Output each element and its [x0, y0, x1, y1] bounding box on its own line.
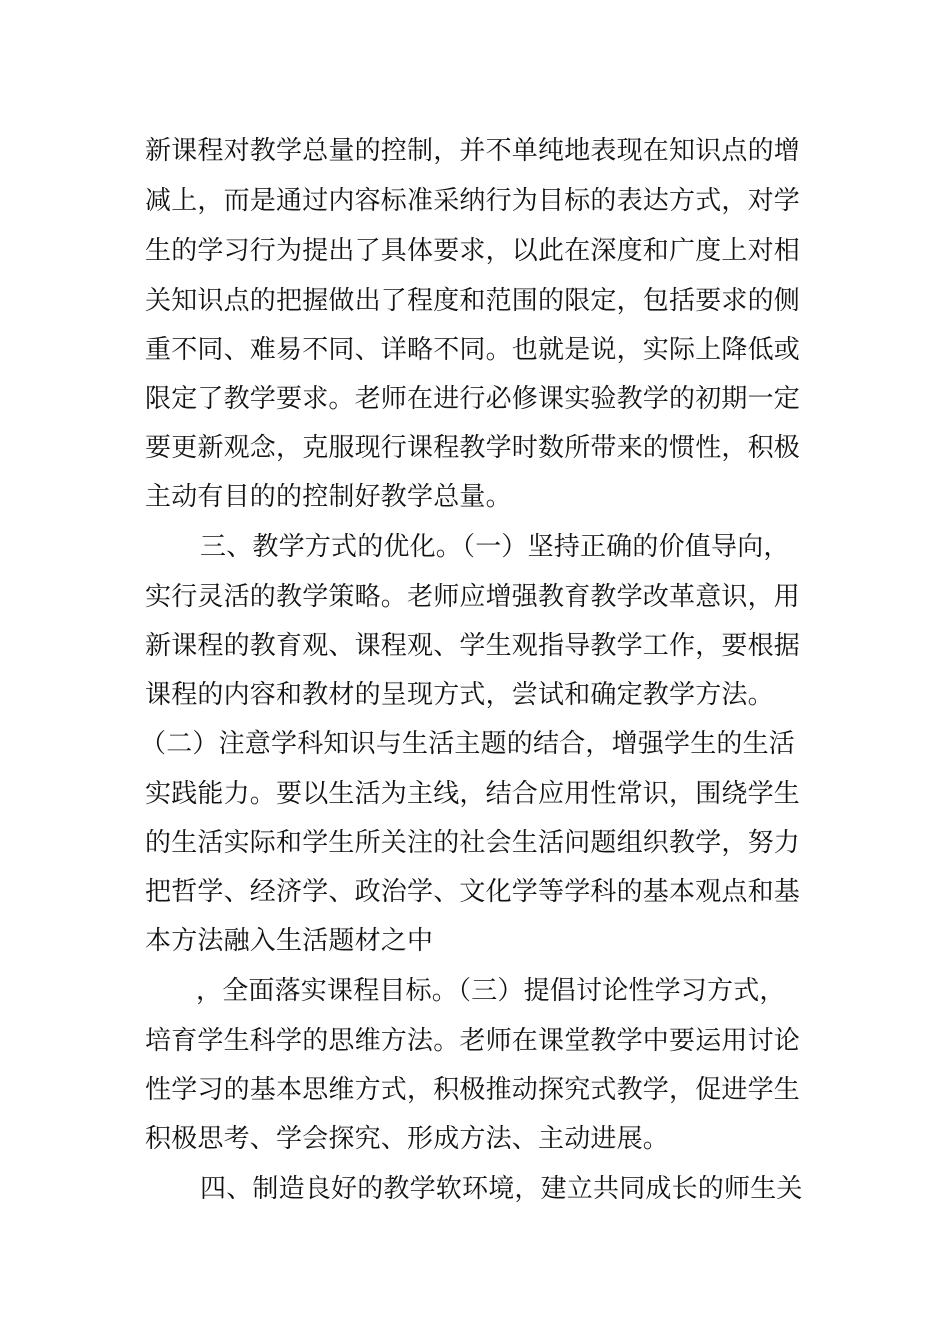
text-line: （二）注意学科知识与生活主题的结合，增强学生的生活 [140, 729, 796, 759]
text-line: 课程的内容和教材的呈现方式，尝试和确定教学方法。 [145, 680, 774, 710]
text-line: 实践能力。要以生活为主线，结合应用性常识，围绕学生 [145, 779, 801, 809]
text-line: ，全面落实课程目标。（三）提倡讨论性学习方式， [196, 976, 786, 1006]
section-heading-line: 四、制造良好的教学软环境，建立共同成长的师生关 [200, 1174, 803, 1204]
text-line: 性学习的基本思维方式，积极推动探究式教学，促进学生 [145, 1075, 801, 1105]
text-line: 把哲学、经济学、政治学、文化学等学科的基本观点和基 [145, 877, 801, 907]
text-line: 重不同、难易不同、详略不同。也就是说，实际上降低或 [145, 335, 801, 365]
text-line: 实行灵活的教学策略。老师应增强教育教学改革意识，用 [145, 582, 801, 612]
text-line: 减上，而是通过内容标准采纳行为目标的表达方式，对学 [145, 186, 801, 216]
text-line: 生的学习行为提出了具体要求，以此在深度和广度上对相 [145, 236, 801, 266]
text-line: 限定了教学要求。老师在进行必修课实验教学的初期一定 [145, 384, 801, 414]
text-line: 主动有目的的控制好教学总量。 [145, 482, 512, 512]
text-line: 培育学生科学的思维方法。老师在课堂教学中要运用讨论 [145, 1026, 801, 1056]
text-line: 要更新观念，克服现行课程教学时数所带来的惯性，积极 [145, 433, 801, 463]
text-line: 关知识点的把握做出了程度和范围的限定，包括要求的侧 [145, 286, 801, 316]
text-line: 积极思考、学会探究、形成方法、主动进展。 [145, 1124, 670, 1154]
text-line: 的生活实际和学生所关注的社会生活问题组织教学，努力 [145, 828, 801, 858]
section-heading-line: 三、教学方式的优化。（一）坚持正确的价值导向， [200, 532, 790, 562]
text-line: 新课程的教育观、课程观、学生观指导教学工作，要根据 [145, 631, 801, 661]
text-line: 新课程对教学总量的控制，并不单纯地表现在知识点的增 [145, 136, 801, 166]
text-line: 本方法融入生活题材之中 [145, 926, 434, 956]
